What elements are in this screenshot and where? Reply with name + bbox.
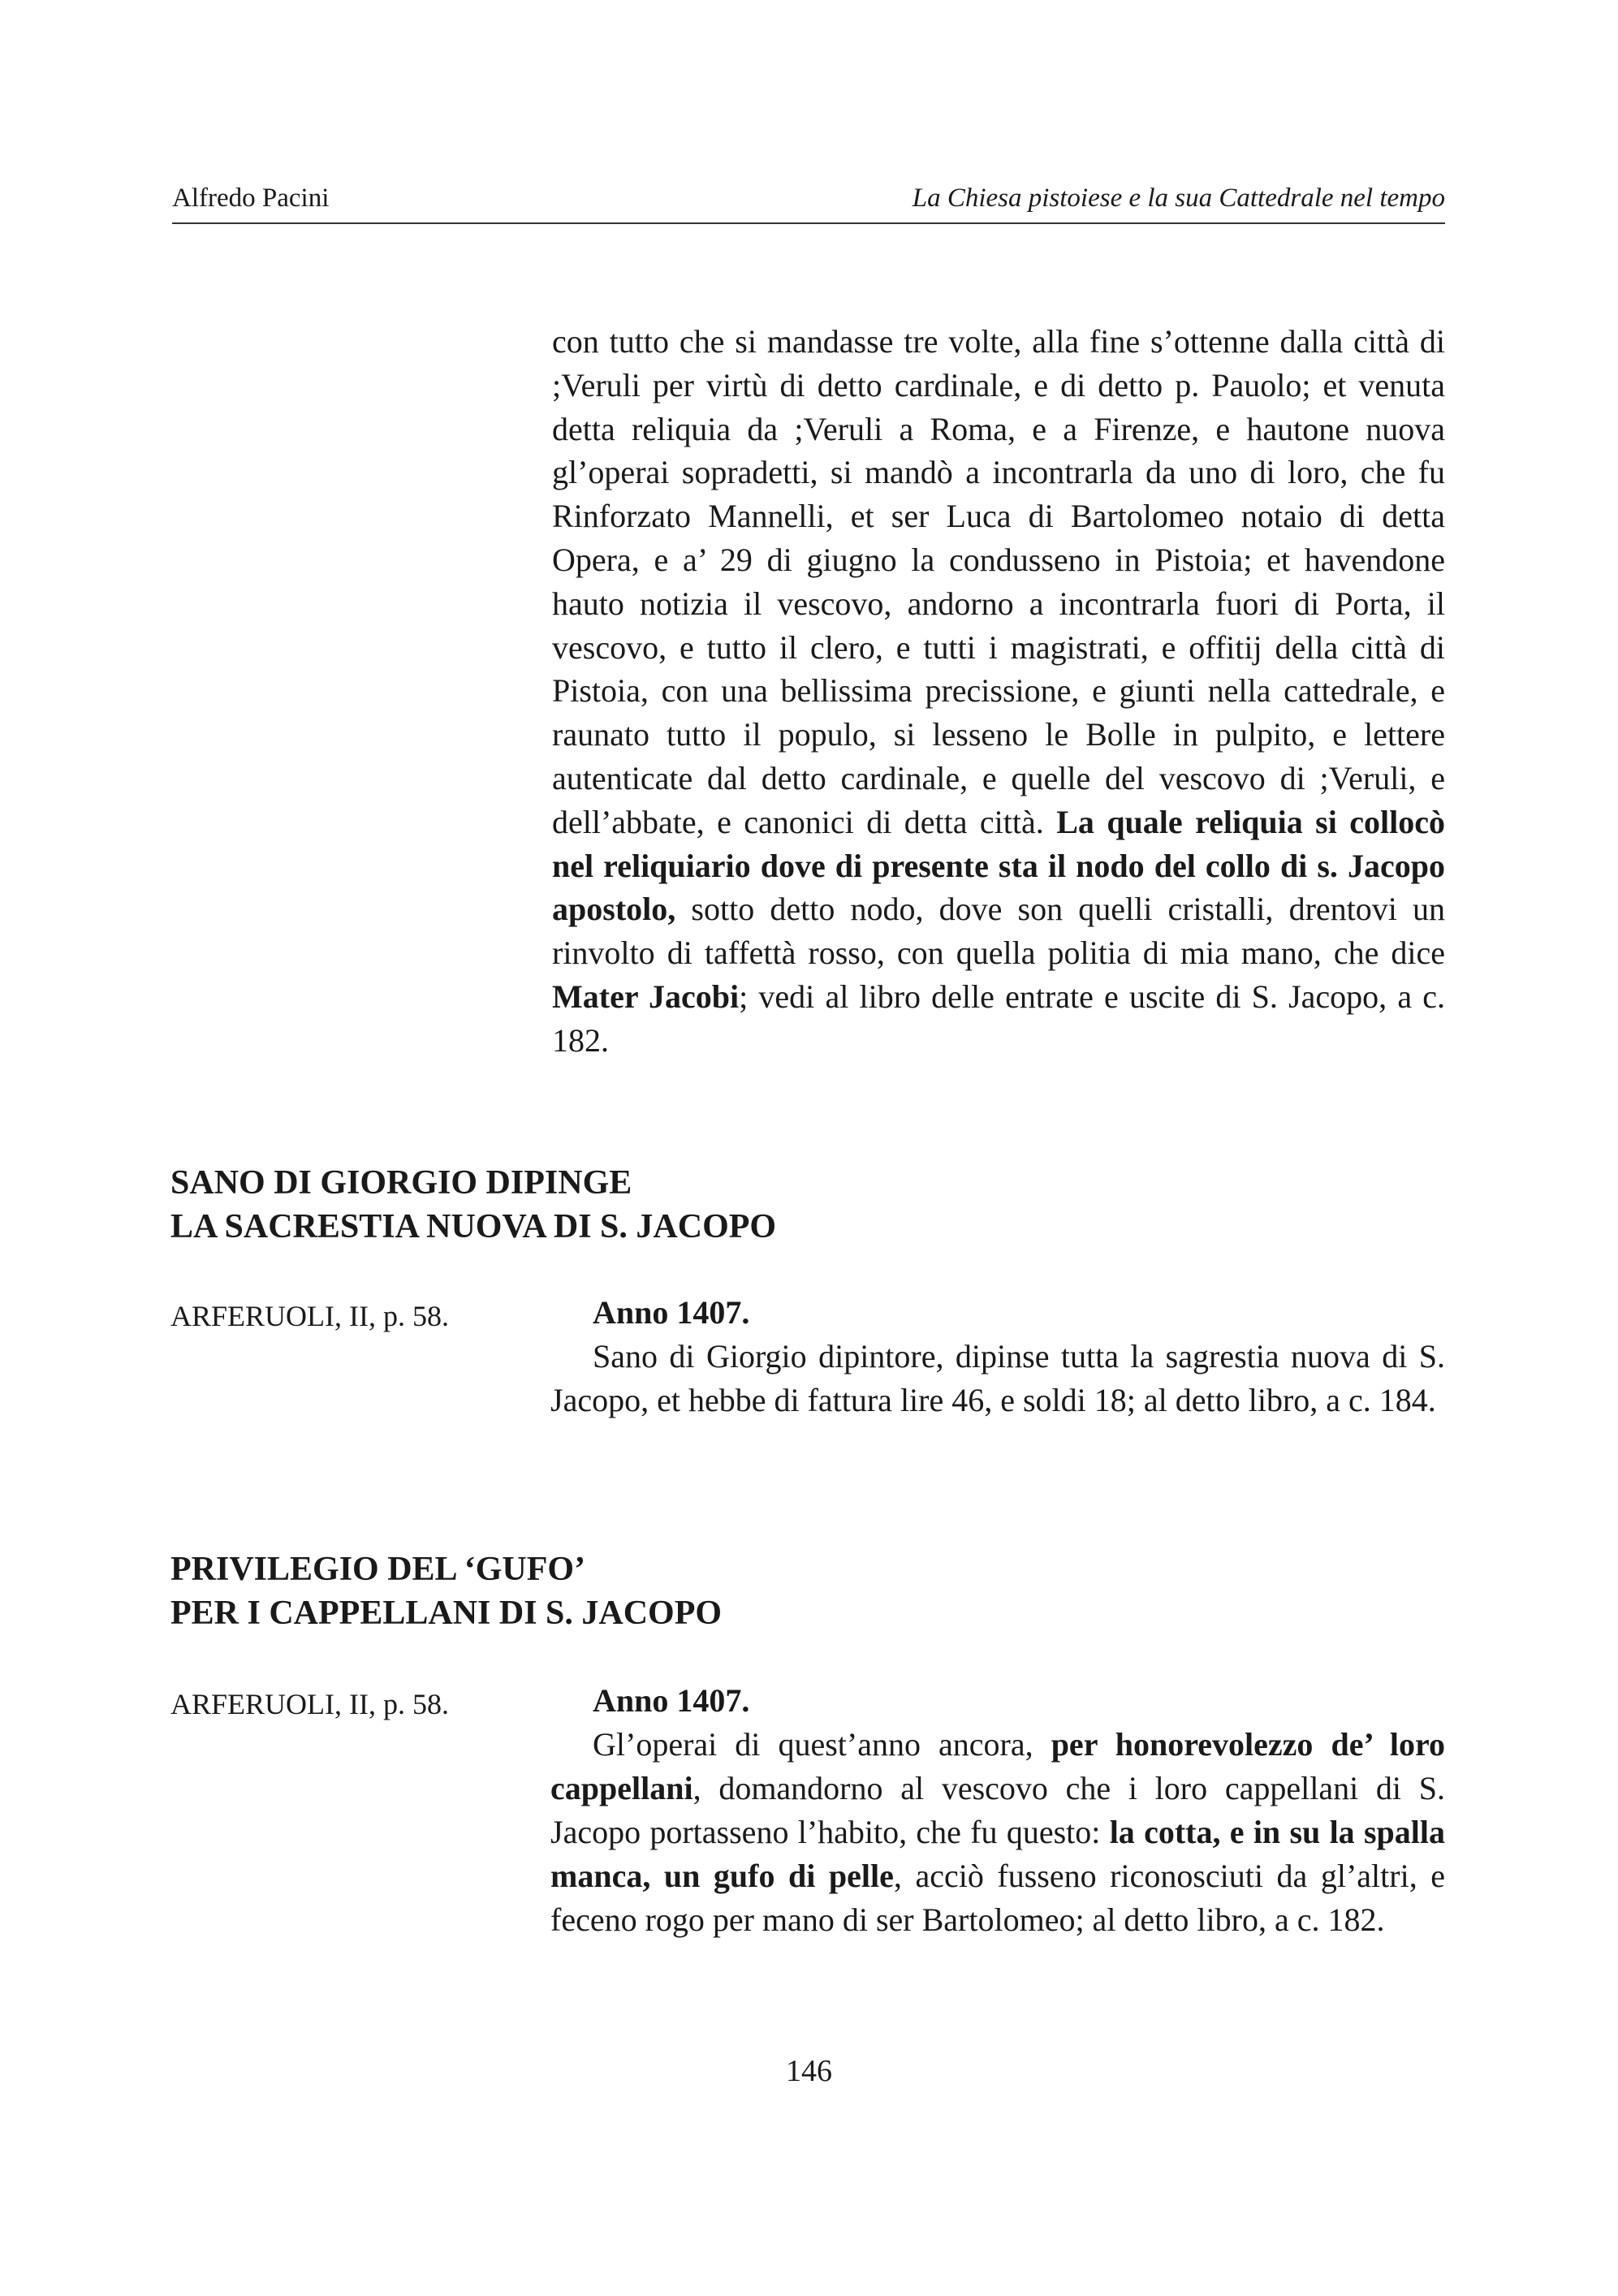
section-title-line: PER I CAPPELLANI DI S. JACOPO (170, 1595, 723, 1632)
section-title-line: LA SACRESTIA NUOVA DI S. JACOPO (170, 1208, 777, 1245)
entry-bold-2: la cotta, e in su la spalla manca, un gufo di pelle (550, 1814, 1446, 1894)
entry-text-1: Gl’operai di quest’anno ancora, (593, 1726, 1033, 1763)
passage-bold-1: La quale reliquia si collocò nel reliquiario dove di presente sta il nodo del collo di s. Jacopo apostolo, (552, 803, 1445, 928)
entry-body (550, 1723, 1445, 1942)
entry-gufo (550, 1679, 1445, 1942)
running-header (172, 180, 1445, 224)
passage-bold-2: Mater Jacobi (552, 978, 740, 1015)
page-number: 146 (786, 2054, 832, 2088)
section-title-line: PRIVILEGIO DEL ‘GUFO’ (170, 1551, 586, 1588)
section-title-sano (170, 1161, 776, 1249)
section-title-gufo (170, 1547, 722, 1635)
passage-text-2: sotto detto nodo, dove son quelli cristalli, drentovi un rinvolto di taffettà rosso, con quella politia di mia mano, che dice (552, 891, 1446, 972)
header-book-title: La Chiesa pistoiese e la sua Cattedrale nel tempo (912, 183, 1445, 213)
entry-body: Sano di Giorgio dipintore, dipinse tutta la sagrestia nuova di S. Jacopo, et hebbe di fattura lire 46, e soldi 18; al detto libro, a c. 184. (550, 1338, 1445, 1418)
entry-year: Anno 1407. (593, 1294, 750, 1331)
source-citation: ARFERUOLI, II, p. 58. (170, 1300, 449, 1332)
section-title-line: SANO DI GIORGIO DIPINGE (170, 1164, 632, 1202)
entry-year: Anno 1407. (593, 1682, 750, 1719)
entry-sano (550, 1291, 1445, 1422)
header-author: Alfredo Pacini (172, 183, 330, 213)
entry-bold-1: per honorevolezzo de’ loro cappellani (550, 1726, 1446, 1806)
entry-text-3: , acciò fusseno riconosciuti da gl’altri, e feceno rogo per mano di ser Bartolomeo; al detto libro, a c. 182. (550, 1858, 1445, 1938)
passage-text-3: ; vedi al libro delle entrate e uscite di S. Jacopo, a c. 182. (552, 978, 1445, 1059)
entry-text-2: , domandorno al vescovo che i loro cappellani di S. Jacopo portasseno l’habito, che fu questo: (550, 1770, 1445, 1850)
source-citation: ARFERUOLI, II, p. 58. (170, 1688, 449, 1720)
passage-text-1: con tutto che si mandasse tre volte, alla fine s’ottenne dalla città di ;Veruli per virtù di detto cardinale, e di detto p. Pauolo; et venuta detta reliquia da ;Veruli a Roma, e a Firenze, e hautone nuova gl’operai sopradetti, si mandò a incontrarla da uno di loro, che fu Rinforzato Mannelli, et ser Luca di Bartolomeo notaio di detta Opera, e a’ 29 di giugno la condusseno in Pistoia; et havendone hauto notizia il vescovo, andorno a incontrarla fuori di Porta, il vescovo, e tutto il clero, e tutti i magistrati, e offitij della città di Pistoia, con una bellissima precissione, e giunti nella cattedrale, e raunato tutto il populo, si lesseno le Bolle in pulpito, e lettere autenticate dal detto cardinale, e quelle del vescovo di ;Veruli, e dell’abbate, e canonici di detta città. (552, 323, 1445, 840)
continued-passage (552, 320, 1445, 1063)
